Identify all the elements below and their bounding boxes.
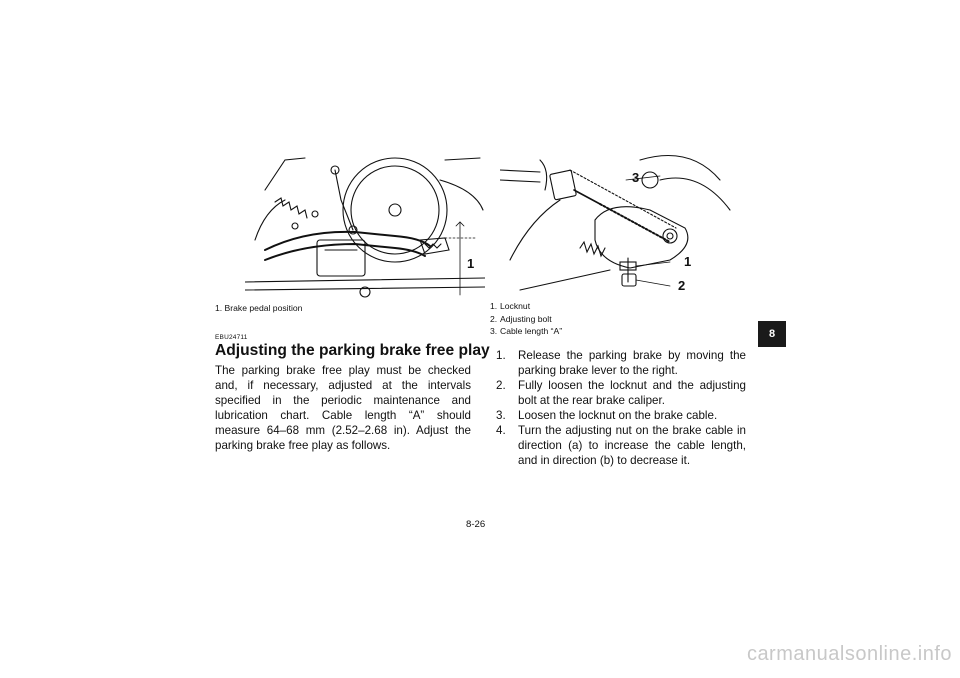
caption-item: 3. Cable length “A” [490,326,563,336]
caption-item: 1. Locknut [490,301,531,311]
step-item: 2. Fully loosen the locknut and the adjusting bolt at the rear brake caliper. [496,378,746,407]
figure-caption: 1. Brake pedal position [215,303,303,313]
callout-1: 1 [684,254,692,269]
watermark: carmanualsonline.info [746,643,952,665]
callout-2: 2 [678,278,686,293]
caption-item: 2. Adjusting bolt [490,313,552,324]
procedure-steps [490,348,746,468]
step-item: 4. Turn the adjusting nut on the brake cable in direction (a) to increase the cable length, and in direction (b) to decrease it. [496,423,746,467]
page-number: 8-26 [466,519,486,530]
brake-pedal-illustration [245,150,485,298]
right-column [490,150,746,468]
parking-brake-cable-illustration [500,150,740,298]
callout-3: 3 [632,170,640,185]
section-heading: Adjusting the parking brake free play [215,342,490,359]
section-paragraph: The parking brake free play must be checked and, if necessary, adjusted at the intervals specified in the periodic maintenance and lubrication chart. Cable length “A” should measure 64–68 mm (2.52–2.68 in). Adjust the parking brake free play as follows. [215,364,471,452]
chapter-tab: 8 [758,321,786,347]
left-column [215,150,490,453]
step-item: 3. Loosen the locknut on the brake cable. [496,408,718,422]
figure-caption-list [490,300,746,338]
callout-1: 1 [467,256,475,271]
section-code: EBU24711 [215,334,248,341]
step-item: 1. Release the parking brake by moving the parking brake lever to the right. [496,348,746,377]
